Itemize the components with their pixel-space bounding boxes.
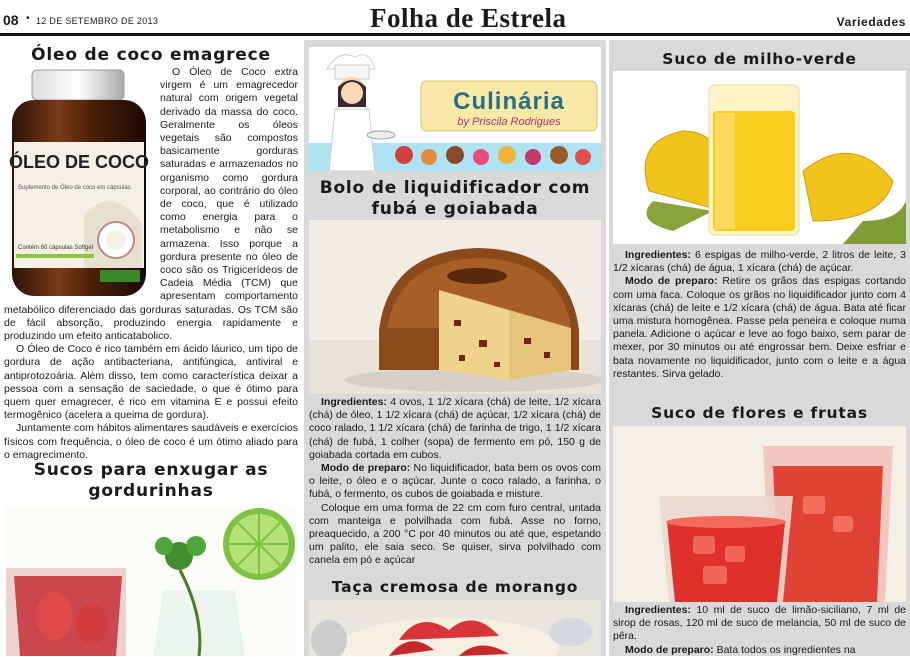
corn-juice-image: [613, 71, 906, 244]
recipe-title-taca: Taça cremosa de morango: [331, 578, 579, 596]
column-right: [609, 40, 910, 656]
jar-label-count: Contém 60 cápsulas Softgel: [18, 245, 94, 251]
recipe-title-bolo: Bolo de liquidificador com fubá e goiabada: [319, 178, 591, 219]
jar-label-title: ÓLEO DE COCO: [8, 152, 150, 172]
bolo-method: No liquidificador, bata bem os ovos com o leite, o óleo e o açúcar. Junte o coco ralado, a farinha, o fubá, o fermento, os cubos de goiabada e misture.: [309, 462, 601, 501]
culinaria-banner: [309, 47, 601, 171]
bolo-ingredients: 4 ovos, 1 1/2 xícara (chá) de leite, 1/2 xícara (chá) de óleo, 1 1/2 xícara (chá) de açúcar, 1/2 xícara (chá) de coco ralado, 1 1/2 xícara (chá) de farinha de trigo, 1 1/2 xícara (chá) de fubá, 1 colher (sopa) de fermento em pó, 150 g de goiabada cortada em cubos.: [309, 396, 601, 461]
masthead: Folha de Estrela: [370, 3, 567, 33]
banner-title: Culinária: [453, 88, 565, 115]
flores-ingredients: 10 ml de suco de limão-siciliano, 7 ml de sirop de rosas, 120 ml de suco de melancia, 50 ml de suco de pêra.: [613, 604, 906, 643]
flores-method-label: Modo de preparo:: [625, 643, 714, 656]
cake-image: [309, 220, 601, 394]
column-left: [0, 36, 302, 656]
milho-ingredients: 6 espigas de milho-verde, 2 litros de leite, 3 1/2 xícaras (chá) de água, 1 xícara (chá) de açúcar.: [613, 249, 907, 275]
recipe-body-milho: [613, 249, 906, 381]
juice-fruits-image: [4, 506, 296, 656]
page-header: [0, 0, 910, 36]
article-title-oleo: Óleo de coco emagrece: [31, 45, 271, 65]
flores-method: Bata todos os ingredientes na: [716, 643, 856, 656]
milho-ingredients-label: Ingredientes:: [625, 249, 691, 261]
recipe-body-flores: [613, 604, 906, 657]
milho-method-label: Modo de preparo:: [625, 275, 718, 288]
column-middle: [304, 40, 606, 656]
issue-date: 12 DE SETEMBRO DE 2013: [36, 16, 159, 26]
flower-fruit-juice-image: [613, 426, 906, 602]
page-number: 08: [3, 12, 19, 28]
jar-label-sub: Suplemento de Óleo de coco em cápsulas: [18, 185, 131, 191]
banner-byline: by Priscila Rodrigues: [457, 116, 561, 128]
flores-ingredients-label: Ingredientes:: [625, 604, 691, 616]
oleo-paragraph-2: O Óleo de Coco é rico também em ácido láurico, um tipo de gordura de ação antibacteriana, antifúngica, antiviral e antiprotozoária. Além disso, tem como característica deixar a pessoa com a sensação de saciedade, o que é ótimo para quem quer emagrecer, é rico em vitamina E e possui efeito termogênico (acelera a queima de gordura).: [4, 343, 298, 422]
section-name: Variedades: [836, 15, 906, 29]
strawberry-dessert-image: [309, 600, 601, 656]
oleo-paragraph-1: O Óleo de Coco extra virgem é um emagrecedor natural com origem vegetal derivado da massa do coco. Geralmente os óleos vegetais são compostos basicamente gorduras saturadas e armazenados no organismo como gordura corporal, ao contrário do óleo de coco, que é utilizado como energia para o metabolismo e não se armazena. Isso porque a gordura presente no óleo de coco são os Trigicerídeos de Cadeia Média (TCM) que apresentam comportamento metabólico diferenciado das gorduras saturadas. Os TCM são de fácil absorção, produzindo energia rapidamente e produzindo um efeito anticatabolico.: [4, 66, 298, 343]
article-body-oleo: [4, 66, 298, 462]
oleo-paragraph-3: Juntamente com hábitos alimentares saudáveis e exercícios físicos com frequência, o óleo de coco é um ótimo aliado para o emagrecimento.: [4, 422, 298, 461]
milho-method: Retire os grãos das espigas cortando com uma faca. Coloque os grãos no liquidificador junto com 4 xícaras (chá) de leite e 1/2 xícara (chá) de água. Bata até ficar uma mistura homogênea. Passe pela peneira e coloque numa panela. Adicione o açúcar e leve ao fogo baixo, sem parar de mexer, por 30 minutos ou até engrossar bem. Deixe esfriar e bata novamente no liquidificador, junto com o leite e a água restantes. Sirva gelado.: [613, 275, 907, 380]
article-title-sucos: Sucos para enxugar as gordurinhas: [33, 460, 269, 501]
recipe-body-bolo: [309, 396, 601, 568]
bolo-method-2: Coloque em uma forma de 22 cm com furo central, untada com manteiga e polvilhada com fubá. Asse no forno, preaquecido, a 200 °C por 40 minutos ou até que, espetando um palito, ele saia seco. Se quiser, sirva polvilhado com canela em pó e açúcar: [309, 501, 601, 567]
recipe-title-milho: Suco de milho-verde: [662, 50, 857, 68]
bolo-ingredients-label: Ingredientes:: [321, 396, 387, 408]
header-bullet: •: [26, 13, 30, 24]
bolo-method-label: Modo de preparo:: [321, 462, 411, 475]
recipe-title-flores: Suco de flores e frutas: [651, 404, 868, 422]
